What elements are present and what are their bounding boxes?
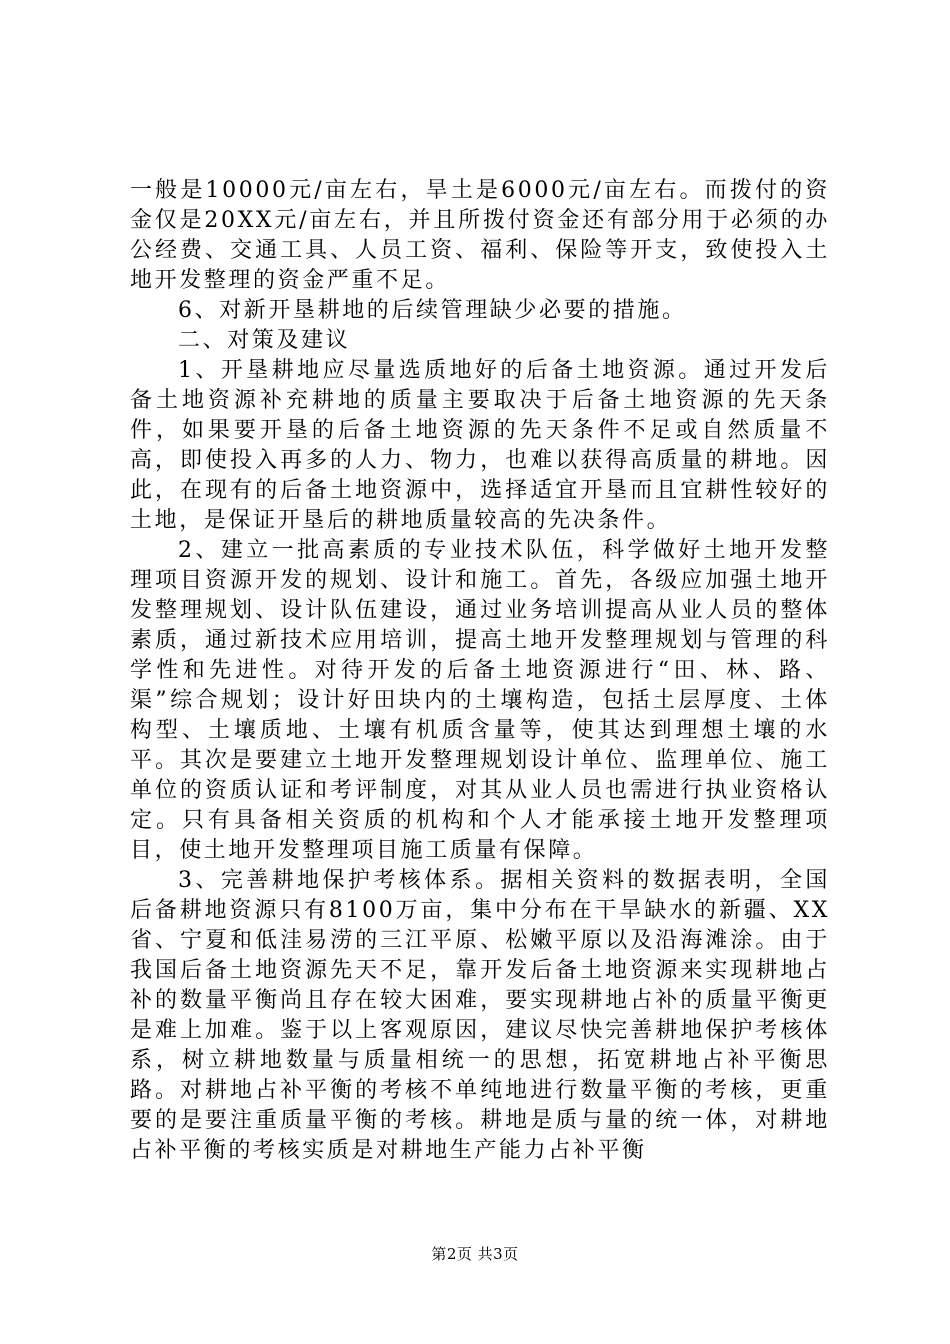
paragraph-measure-1: 1、开垦耕地应尽量选质地好的后备土地资源。通过开发后备土地资源补充耕地的质量主要取决于后备土地资源的先天条件，如果要开垦的后备土地资源的先天条件不足或自然质量不高，即使投入再多的人力、物力，也难以获得高质量的耕地。因此，在现有的后备土地资源中，选择适宜开垦而且宜耕性较好的土地，是保证开垦后的耕地质量较高的先决条件。 <box>130 358 830 533</box>
paragraph-funding-shortage: 一般是10000元/亩左右，旱土是6000元/亩左右。而拨付的资金仅是20XX元/亩左右，并且所拨付资金还有部分用于必须的办公经费、交通工具、人员工资、福利、保险等开支，致使投入土地开发整理的资金严重不足。 <box>130 178 830 293</box>
section-heading: 二、对策及建议 <box>178 328 351 353</box>
document-body <box>130 176 830 1166</box>
paragraph-item-6: 6、对新开垦耕地的后续管理缺少必要的措施。 <box>178 298 687 323</box>
paragraph-measure-3: 3、完善耕地保护考核体系。据相关资料的数据表明，全国后备耕地资源只有8100万亩，集中分布在干旱缺水的新疆、XX省、宁夏和低洼易涝的三江平原、松嫩平原以及沿海滩涂。由于我国后备土地资源先天不足，靠开发后备土地资源来实现耕地占补的数量平衡尚且存在较大困难，要实现耕地占补的质量平衡更是难上加难。鉴于以上客观原因，建议尽快完善耕地保护考核体系，树立耕地数量与质量相统一的思想，拓宽耕地占补平衡思路。对耕地占补平衡的考核不单纯地进行数量平衡的考核，更重要的是要注重质量平衡的考核。耕地是质与量的统一体，对耕地占补平衡的考核实质是对耕地生产能力占补平衡 <box>130 868 830 1163</box>
paragraph-measure-2: 2、建立一批高素质的专业技术队伍，科学做好土地开发整理项目资源开发的规划、设计和施工。首先，各级应加强土地开发整理规划、设计队伍建设，通过业务培训提高从业人员的整体素质，通过新技术应用培训，提高土地开发整理规划与管理的科学性和先进性。对待开发的后备土地资源进行“田、林、路、渠”综合规划；设计好田块内的土壤构造，包括土层厚度、土体构型、土壤质地、土壤有机质含量等，使其达到理想土壤的水平。其次是要建立土地开发整理规划设计单位、监理单位、施工单位的资质认证和考评制度，对其从业人员也需进行执业资格认定。只有具备相关资质的机构和个人才能承接土地开发整理项目，使土地开发整理项目施工质量有保障。 <box>130 538 830 863</box>
page-number-footer: 第2页 共3页 <box>431 1245 519 1263</box>
